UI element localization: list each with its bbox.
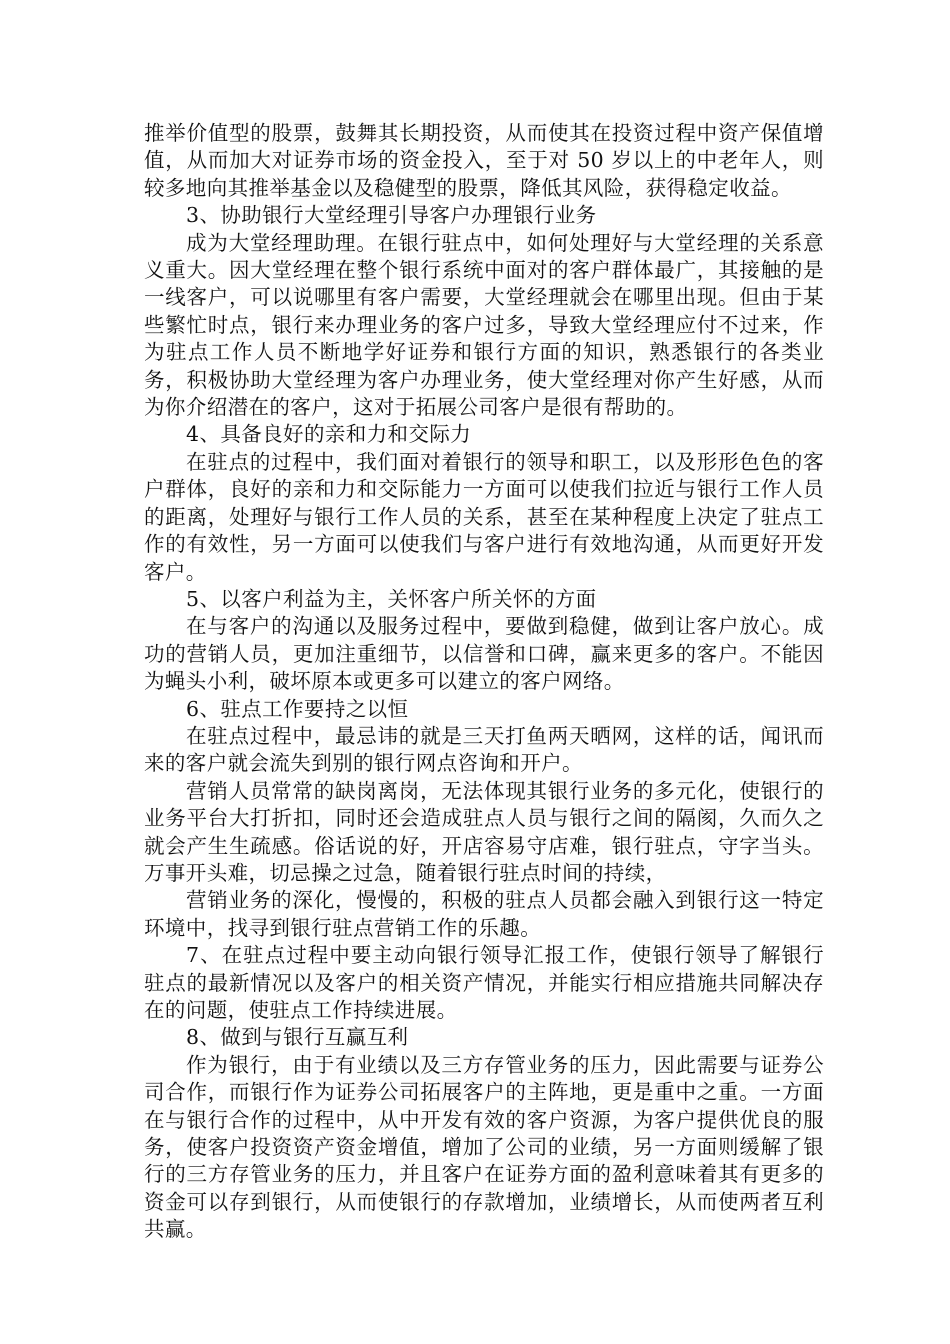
paragraph-lobby-manager: 成为大堂经理助理。在银行驻点中，如何处理好与大堂经理的关系意义重大。因大堂经理在整个银行系统中面对的客户群体最广，其接触的是一线客户，可以说哪里有客户需要，大堂经理就会在哪里出现。但由于某些繁忙时点，银行来办理业务的客户过多，导致大堂经理应付不过来，作为驻点工作人员不断地学好证券和银行方面的知识，熟悉银行的各类业务，积极协助大堂经理为客户办理业务，使大堂经理对你产生好感，从而为你介绍潜在的客户，这对于拓展公司客户是很有帮助的。 <box>144 230 824 420</box>
paragraph-affinity: 在驻点的过程中，我们面对着银行的领导和职工，以及形形色色的客户群体，良好的亲和力和交际能力一方面可以使我们拉近与银行工作人员的距离，处理好与银行工作人员的关系，甚至在某种程度上决定了驻点工作的有效性，另一方面可以使我们与客户进行有效地沟通，从而更好开发客户。 <box>144 449 824 584</box>
section-heading-7: 7、在驻点过程中要主动向银行领导汇报工作，使银行领导了解银行驻点的最新情况以及客户的相关资产情况，并能实行相应措施共同解决存在的问题，使驻点工作持续进展。 <box>144 943 824 1022</box>
section-heading-5: 5、以客户利益为主，关怀客户所关怀的方面 <box>186 586 597 611</box>
document-page <box>144 120 824 1244</box>
section-heading-6: 6、驻点工作要持之以恒 <box>186 696 409 721</box>
section-heading-8: 8、做到与银行互赢互利 <box>186 1025 409 1050</box>
paragraph-deepening: 营销业务的深化，慢慢的，积极的驻点人员都会融入到银行这一特定环境中，找寻到银行驻点营销工作的乐趣。 <box>144 888 824 940</box>
paragraph-absence: 营销人员常常的缺岗离岗，无法体现其银行业务的多元化，使银行的业务平台大打折扣，同时还会造成驻点人员与银行之间的隔阂，久而久之就会产生生疏感。俗话说的好，开店容易守店难，银行驻点，守字当头。万事开头难，切忌操之过急，随着银行驻点时间的持续， <box>144 778 824 885</box>
section-heading-4: 4、具备良好的亲和力和交际力 <box>186 422 472 447</box>
paragraph-continuation: 推举价值型的股票，鼓舞其长期投资，从而使其在投资过程中资产保值增值，从而加大对证券市场的资金投入，至于对 50 岁以上的中老年人，则较多地向其推举基金以及稳健型的股票，降低其风险，获得稳定收益。 <box>144 121 824 200</box>
paragraph-persistence: 在驻点过程中，最忌讳的就是三天打鱼两天晒网，这样的话，闻讯而来的客户就会流失到别的银行网点咨询和开户。 <box>144 723 824 776</box>
paragraph-win-win: 作为银行，由于有业绩以及三方存管业务的压力，因此需要与证券公司合作，而银行作为证券公司拓展客户的主阵地，更是重中之重。一方面在与银行合作的过程中，从中开发有效的客户资源，为客户提供优良的服务，使客户投资资产资金增值，增加了公司的业绩，另一方面则缓解了银行的三方存管业务的压力，并且客户在证券方面的盈利意味着其有更多的资金可以存到银行，从而使银行的存款增加，业绩增长，从而使两者互利共赢。 <box>144 1052 824 1242</box>
paragraph-customer-interest: 在与客户的沟通以及服务过程中，要做到稳健，做到让客户放心。成功的营销人员，更加注重细节，以信誉和口碑，赢来更多的客户。不能因为蝇头小利，破坏原本或更多可以建立的客户网络。 <box>144 614 824 694</box>
section-heading-3: 3、协助银行大堂经理引导客户办理银行业务 <box>186 203 597 228</box>
